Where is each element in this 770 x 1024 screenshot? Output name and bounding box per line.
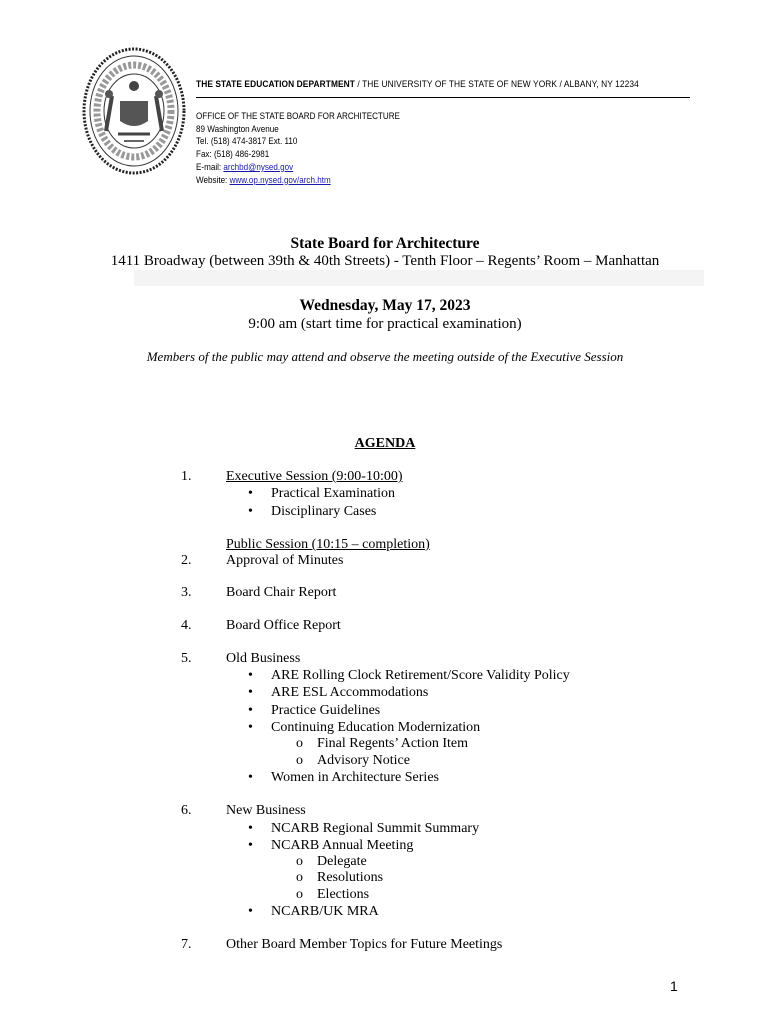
- office-fax: Fax: (518) 486-2981: [196, 149, 270, 160]
- bullet-label: NCARB Annual Meeting: [271, 838, 414, 853]
- state-seal-logo: [82, 46, 187, 176]
- bullet-glyph: •: [248, 904, 253, 919]
- meeting-time: 9:00 am (start time for practical examination): [248, 316, 522, 332]
- agenda-item-board-office-report: Board Office Report: [226, 618, 341, 633]
- email-link[interactable]: archbd@nysed.gov: [223, 161, 294, 172]
- agenda-item-number: 3.: [181, 585, 192, 600]
- letterhead-separator: /: [357, 79, 360, 90]
- office-name: OFFICE OF THE STATE BOARD FOR ARCHITECTURE: [196, 111, 400, 121]
- meeting-location: 1411 Broadway (between 39th & 40th Streets) - Tenth Floor – Regents’ Room – Manhattan: [110, 253, 660, 269]
- letterhead-title: [196, 79, 639, 90]
- department-name: THE STATE EDUCATION DEPARTMENT: [196, 79, 356, 90]
- sub-bullet-item: [296, 870, 384, 886]
- bullet-glyph: •: [248, 685, 253, 700]
- bullet-glyph: •: [248, 821, 253, 836]
- sub-bullet-label: Elections: [317, 887, 370, 902]
- sub-bullet-glyph: o: [296, 887, 303, 902]
- bullet-item: [248, 668, 570, 684]
- public-note: Members of the public may attend and observe the meeting outside of the Executive Session: [146, 349, 624, 364]
- shaded-band: [134, 270, 704, 286]
- bullet-item: [248, 504, 377, 520]
- sub-bullet-label: Resolutions: [317, 870, 384, 885]
- public-session-heading: Public Session (10:15 – completion): [226, 537, 430, 552]
- bullet-item: [248, 770, 439, 786]
- bullet-label: Practice Guidelines: [271, 703, 381, 718]
- bullet-label: ARE ESL Accommodations: [271, 685, 429, 700]
- agenda-title: AGENDA: [354, 436, 416, 451]
- bullet-glyph: •: [248, 486, 253, 501]
- office-tel: Tel. (518) 474-3817 Ext. 110: [196, 136, 298, 147]
- sub-bullet-item: [296, 753, 410, 769]
- sub-bullet-glyph: o: [296, 753, 303, 768]
- bullet-label: Women in Architecture Series: [271, 770, 439, 785]
- agenda-item-number: 4.: [181, 618, 192, 633]
- bullet-glyph: •: [248, 668, 253, 683]
- bullet-item: [248, 838, 414, 854]
- bullet-item: [248, 904, 379, 920]
- website-link[interactable]: www.op.nysed.gov/arch.htm: [229, 174, 331, 185]
- bullet-glyph: •: [248, 720, 253, 735]
- agenda-item-new-business: New Business: [226, 803, 306, 818]
- office-contact-block: [196, 110, 428, 186]
- bullet-label: Practical Examination: [271, 486, 396, 501]
- office-address: 89 Washington Avenue: [196, 123, 279, 134]
- sub-bullet-item: [296, 736, 468, 752]
- email-label: E-mail:: [196, 161, 222, 172]
- bullet-item: [248, 720, 481, 736]
- meeting-date: Wednesday, May 17, 2023: [299, 297, 471, 314]
- agenda-item-executive-session: Executive Session (9:00-10:00): [226, 469, 403, 484]
- agenda-item-old-business: Old Business: [226, 651, 301, 666]
- sub-bullet-label: Delegate: [317, 854, 367, 869]
- bullet-item: [248, 486, 396, 502]
- office-email-row: [196, 161, 400, 174]
- bullet-glyph: •: [248, 504, 253, 519]
- bullet-glyph: •: [248, 838, 253, 853]
- bullet-label: NCARB/UK MRA: [271, 904, 379, 919]
- sub-bullet-label: Final Regents’ Action Item: [317, 736, 468, 751]
- agenda-item-number: 5.: [181, 651, 192, 666]
- bullet-item: [248, 703, 381, 719]
- bullet-glyph: •: [248, 703, 253, 718]
- agenda-item-number: 1.: [181, 469, 192, 484]
- bullet-label: ARE Rolling Clock Retirement/Score Validity Policy: [271, 668, 570, 683]
- bullet-glyph: •: [248, 770, 253, 785]
- page-number: 1: [670, 978, 678, 994]
- agenda-item-approval-of-minutes: Approval of Minutes: [226, 553, 344, 568]
- sub-bullet-item: [296, 887, 370, 903]
- bullet-label: NCARB Regional Summit Summary: [271, 821, 480, 836]
- board-title: State Board for Architecture: [290, 235, 480, 252]
- agenda-item-number: 7.: [181, 937, 192, 952]
- university-address: THE UNIVERSITY OF THE STATE OF NEW YORK / ALBANY, NY 12234: [362, 79, 639, 90]
- website-label: Website:: [196, 174, 228, 185]
- bullet-item: [248, 821, 480, 837]
- letterhead-rule: [196, 97, 690, 98]
- bullet-label: Disciplinary Cases: [271, 504, 377, 519]
- agenda-item-number: 6.: [181, 803, 192, 818]
- sub-bullet-label: Advisory Notice: [317, 753, 410, 768]
- agenda-item-other-topics: Other Board Member Topics for Future Meetings: [226, 937, 503, 952]
- letterhead: [196, 79, 690, 90]
- bullet-item: [248, 685, 429, 701]
- sub-bullet-glyph: o: [296, 854, 303, 869]
- agenda-item-board-chair-report: Board Chair Report: [226, 585, 337, 600]
- bullet-label: Continuing Education Modernization: [271, 720, 481, 735]
- office-website-row: [196, 174, 400, 187]
- sub-bullet-glyph: o: [296, 870, 303, 885]
- agenda-item-number: 2.: [181, 553, 192, 568]
- sub-bullet-item: [296, 854, 367, 870]
- sub-bullet-glyph: o: [296, 736, 303, 751]
